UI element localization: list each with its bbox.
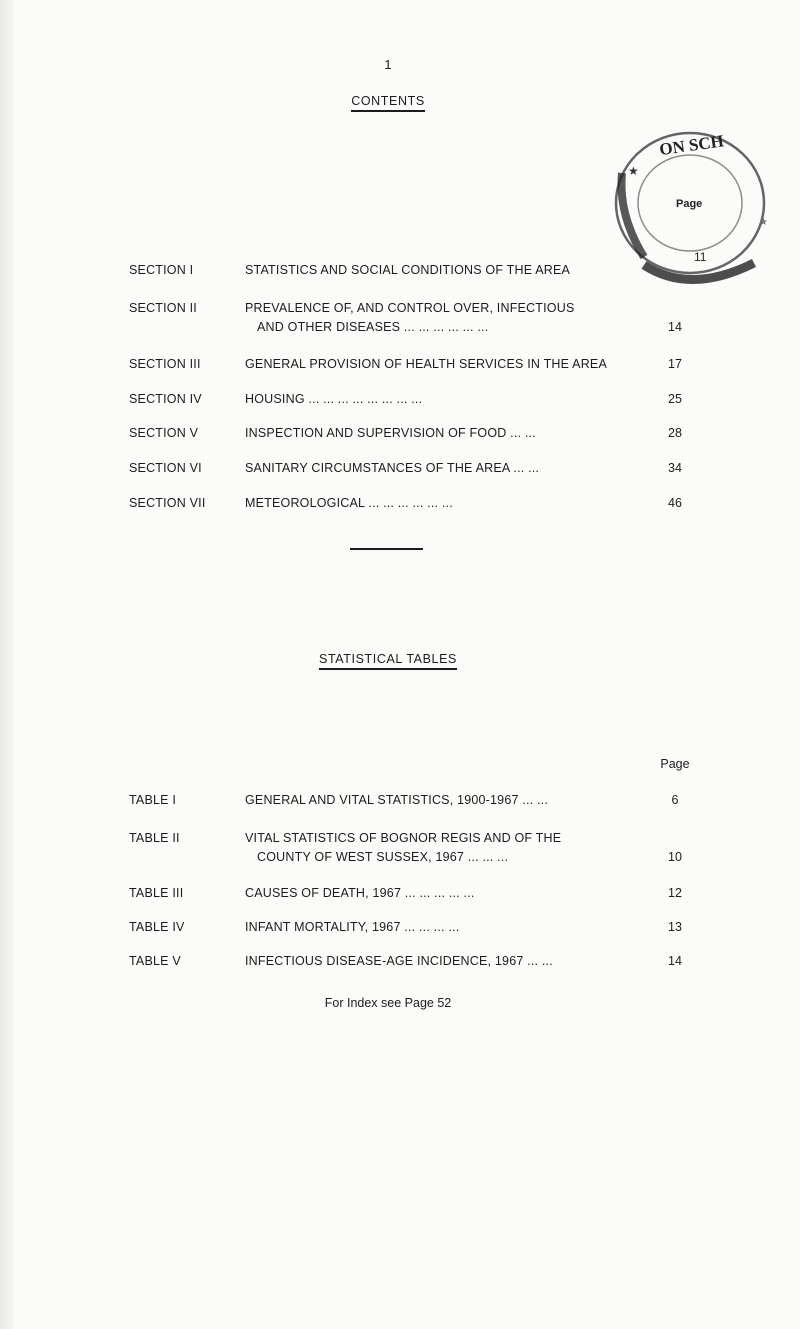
table-label: TABLE III bbox=[129, 886, 184, 900]
section-title: STATISTICS AND SOCIAL CONDITIONS OF THE AREA bbox=[245, 263, 571, 277]
section-label: SECTION VII bbox=[129, 496, 206, 510]
table-label: TABLE V bbox=[129, 954, 181, 968]
stamp-top-text: ON SCH bbox=[658, 131, 725, 160]
table-page: 10 bbox=[668, 850, 682, 864]
table-page: 14 bbox=[668, 954, 682, 968]
section-page: 14 bbox=[668, 320, 682, 334]
table-title: CAUSES OF DEATH, 1967 ... ... ... ... ... bbox=[245, 886, 475, 900]
section-label: SECTION II bbox=[129, 301, 197, 315]
table-label: TABLE IV bbox=[129, 920, 185, 934]
table-label: TABLE II bbox=[129, 831, 180, 845]
section-title: SANITARY CIRCUMSTANCES OF THE AREA ... ... bbox=[245, 461, 540, 475]
statistical-tables-heading: STATISTICAL TABLES bbox=[0, 652, 776, 666]
stamp-bottom-text: 11 bbox=[694, 250, 707, 264]
section-label: SECTION I bbox=[129, 263, 194, 277]
table-label: TABLE I bbox=[129, 793, 177, 807]
section-title: HOUSING ... ... ... ... ... ... ... ... bbox=[245, 392, 423, 406]
section-title: GENERAL PROVISION OF HEALTH SERVICES IN THE AREA bbox=[245, 357, 608, 371]
section-label: SECTION V bbox=[129, 426, 199, 440]
table-title: INFECTIOUS DISEASE-AGE INCIDENCE, 1967 ... ... bbox=[245, 954, 553, 968]
table-title-continued: COUNTY OF WEST SUSSEX, 1967 ... ... ... bbox=[257, 850, 509, 864]
section-page: 34 bbox=[668, 461, 682, 475]
stamp-center-text: Page bbox=[676, 198, 703, 210]
section-title: INSPECTION AND SUPERVISION OF FOOD ... ... bbox=[245, 426, 536, 440]
contents-heading: CONTENTS bbox=[0, 94, 776, 108]
section-page: 28 bbox=[668, 426, 682, 440]
svg-text:★: ★ bbox=[759, 217, 768, 228]
table-title: VITAL STATISTICS OF BOGNOR REGIS AND OF THE bbox=[245, 831, 562, 845]
section-label: SECTION IV bbox=[129, 392, 202, 406]
table-page: 13 bbox=[668, 920, 682, 934]
section-label: SECTION VI bbox=[129, 461, 202, 475]
page-column-header: Page bbox=[660, 757, 690, 771]
section-title: METEOROLOGICAL ... ... ... ... ... ... bbox=[245, 496, 453, 510]
index-footer-note: For Index see Page 52 bbox=[324, 996, 452, 1010]
section-title: PREVALENCE OF, AND CONTROL OVER, INFECTIOUS bbox=[245, 301, 575, 315]
section-page: 46 bbox=[668, 496, 682, 510]
section-title-continued: AND OTHER DISEASES ... ... ... ... ... ... bbox=[257, 320, 489, 334]
svg-text:★: ★ bbox=[628, 164, 639, 178]
table-title: GENERAL AND VITAL STATISTICS, 1900-1967 ... ... bbox=[245, 793, 549, 807]
divider-rule bbox=[350, 548, 423, 550]
table-title: INFANT MORTALITY, 1967 ... ... ... ... bbox=[245, 920, 460, 934]
table-page: 6 bbox=[671, 793, 679, 807]
section-label: SECTION III bbox=[129, 357, 201, 371]
section-page: 25 bbox=[668, 392, 682, 406]
table-page: 12 bbox=[668, 886, 682, 900]
page-number: 1 bbox=[384, 57, 392, 72]
section-page: 17 bbox=[668, 357, 682, 371]
